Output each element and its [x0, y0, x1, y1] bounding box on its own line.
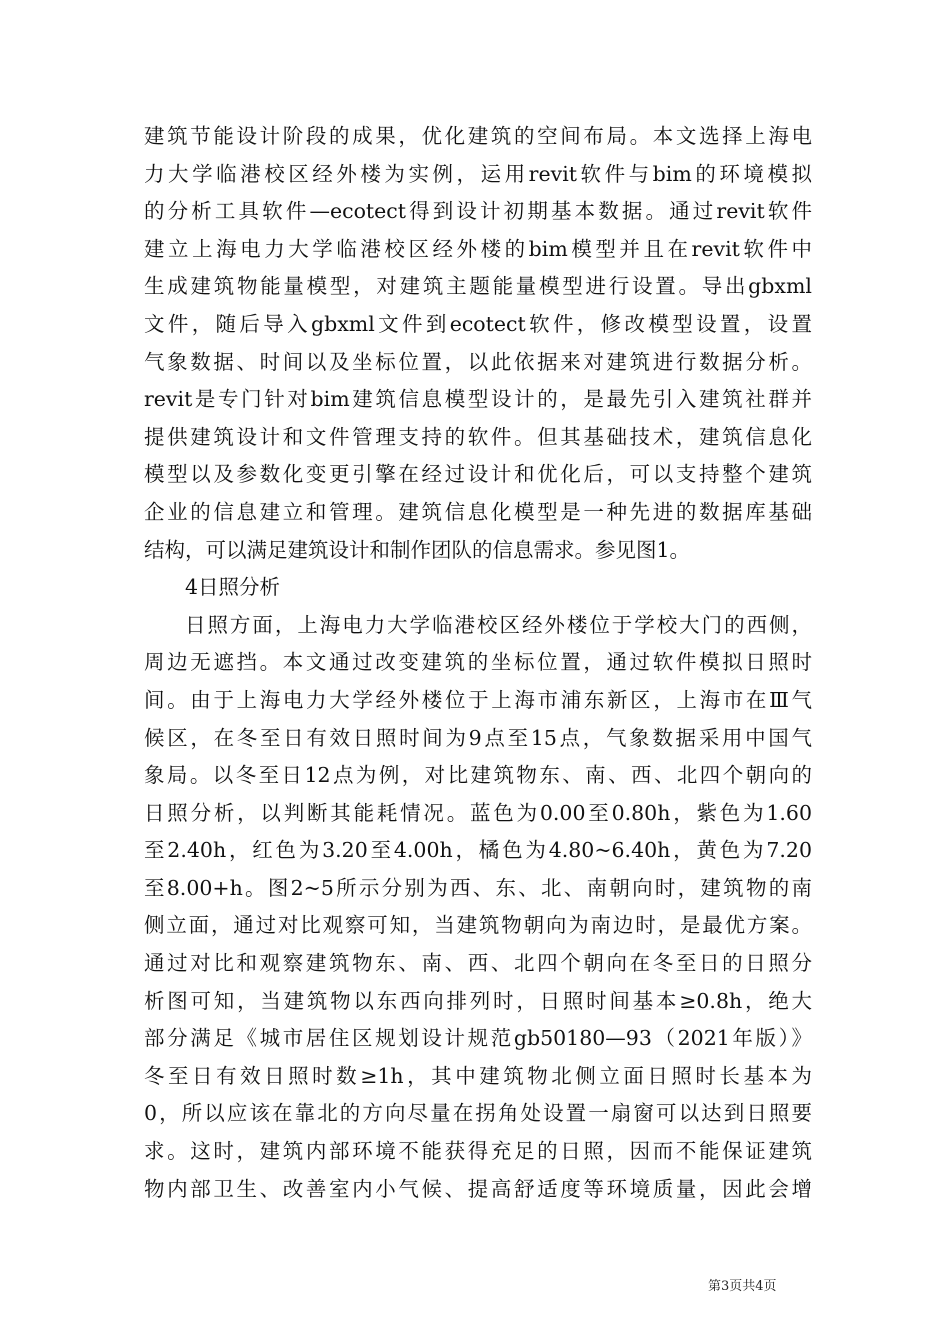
text-line: 气象数据、时间以及坐标位置，以此依据来对建筑进行数据分析。 [144, 349, 812, 374]
text-line: 日照分析，以判断其能耗情况。蓝色为0.00至0.80h，紫色为1.60 [144, 800, 812, 825]
text-line: 通过对比和观察建筑物东、南、西、北四个朝向在冬至日的日照分 [144, 951, 812, 976]
section-heading: 4日照分析 [185, 575, 281, 600]
text-line: 侧立面，通过对比观察可知，当建筑物朝向为南边时，是最优方案。 [144, 913, 812, 938]
text-line: 候区，在冬至日有效日照时间为9点至15点，气象数据采用中国气 [144, 725, 812, 750]
text-line: 冬至日有效日照时数≥1h，其中建筑物北侧立面日照时长基本为 [144, 1063, 812, 1088]
text-line: 析图可知，当建筑物以东西向排列时，日照时间基本≥0.8h，绝大 [144, 988, 812, 1013]
text-line: 的分析工具软件—ecotect得到设计初期基本数据。通过revit软件 [144, 199, 812, 224]
text-line: 至8.00+h。图2~5所示分别为西、东、北、南朝向时，建筑物的南 [144, 875, 812, 900]
text-line: 求。这时，建筑内部环境不能获得充足的日照，因而不能保证建筑 [144, 1139, 812, 1164]
text-line: 0，所以应该在靠北的方向尽量在拐角处设置一扇窗可以达到日照要 [144, 1101, 812, 1126]
text-line: 力大学临港校区经外楼为实例，运用revit软件与bim的环境模拟 [144, 161, 812, 186]
text-line: 建筑节能设计阶段的成果，优化建筑的空间布局。本文选择上海电 [144, 124, 812, 148]
text-line: 部分满足《城市居住区规划设计规范gb50180—93（2021年版）》 [144, 1026, 812, 1051]
text-line: 企业的信息建立和管理。建筑信息化模型是一种先进的数据库基础 [144, 499, 812, 524]
page-number: 第3页共4页 [708, 1279, 777, 1294]
text-line: 至2.40h，红色为3.20至4.00h，橘色为4.80~6.40h，黄色为7.20 [144, 838, 812, 863]
text-line: 模型以及参数化变更引擎在经过设计和优化后，可以支持整个建筑 [144, 462, 812, 487]
text-line: 间。由于上海电力大学经外楼位于上海市浦东新区，上海市在Ⅲ气 [144, 687, 812, 712]
text-line: 建立上海电力大学临港校区经外楼的bim模型并且在revit软件中 [144, 236, 812, 261]
text-line: 提供建筑设计和文件管理支持的软件。但其基础技术，建筑信息化 [144, 424, 812, 449]
text-line: 文件，随后导入gbxml文件到ecotect软件，修改模型设置，设置 [144, 311, 812, 336]
text-line: 日照方面，上海电力大学临港校区经外楼位于学校大门的西侧， [185, 612, 812, 637]
text-line: 物内部卫生、改善室内小气候、提高舒适度等环境质量，因此会增 [144, 1176, 812, 1201]
text-line: 周边无遮挡。本文通过改变建筑的坐标位置，通过软件模拟日照时 [144, 650, 812, 675]
text-line: revit是专门针对bim建筑信息模型设计的，是最先引入建筑社群并 [144, 387, 812, 412]
body-text [144, 118, 812, 1208]
text-line: 生成建筑物能量模型，对建筑主题能量模型进行设置。导出gbxml [144, 274, 812, 299]
text-line: 象局。以冬至日12点为例，对比建筑物东、南、西、北四个朝向的 [144, 763, 812, 788]
text-line: 结构，可以满足建筑设计和制作团队的信息需求。参见图1。 [144, 537, 691, 562]
